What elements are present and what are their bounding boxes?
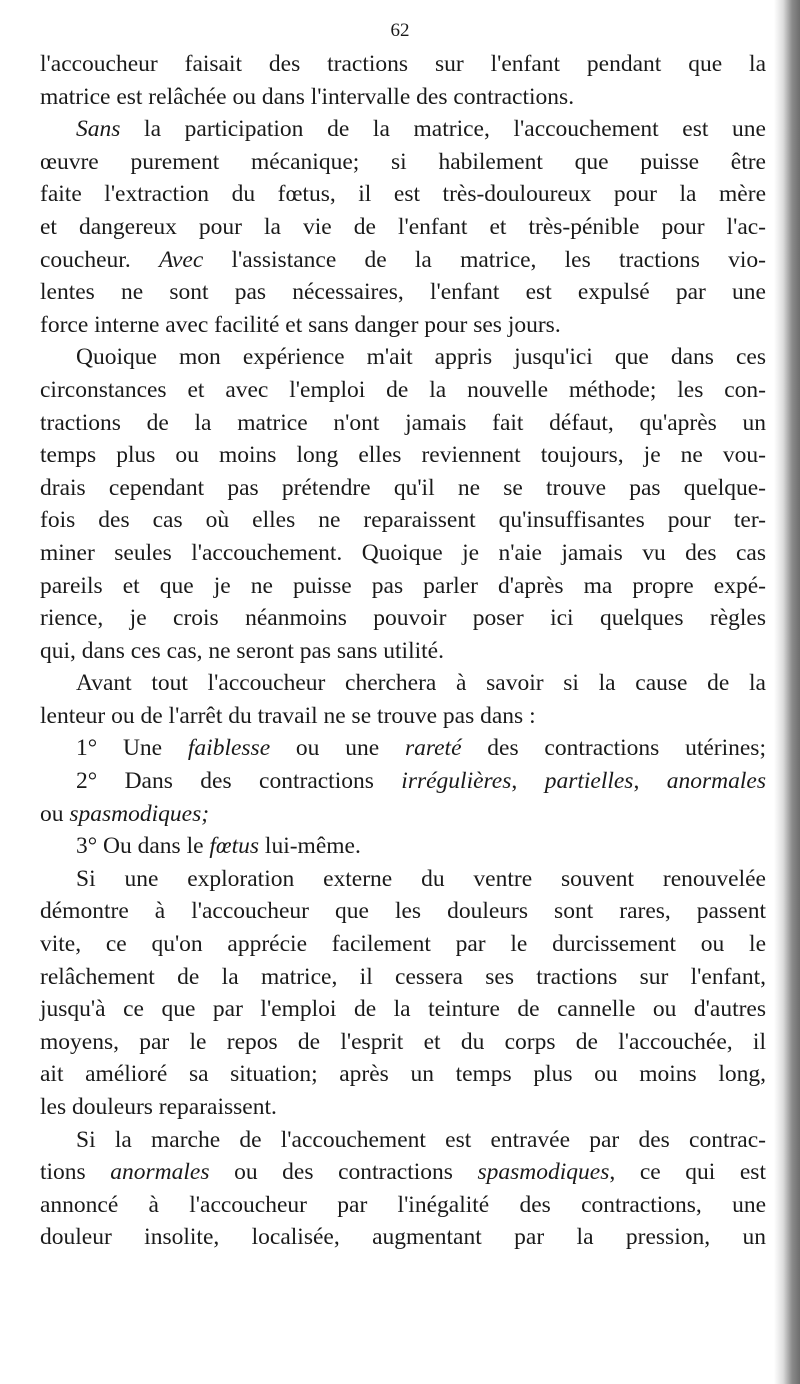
italic-text: irrégulières (401, 768, 512, 795)
text-line (40, 244, 766, 277)
text-line: et dangereux pour la vie de l'enfant et très-pénible pour l'ac- (40, 213, 766, 240)
text-line: qui, dans ces cas, ne seront pas sans utilité. (40, 637, 444, 664)
text-line: temps plus ou moins long elles reviennent toujours, je ne vou- (40, 442, 766, 469)
text-line: Si une exploration externe du ventre souvent renouvelée (76, 865, 766, 892)
text-line: miner seules l'accouchement. Quoique je n'aie jamais vu des cas (40, 539, 766, 566)
text-line: rience, je crois néanmoins pouvoir poser ici quelques règles (40, 605, 766, 632)
italic-text: anormales (110, 1159, 210, 1186)
body-text (40, 48, 766, 1254)
text-line: ait amélioré sa situation; après un temps plus ou moins long, (40, 1061, 766, 1088)
text-line: vite, ce qu'on apprécie facilement par le durcissement ou le (40, 931, 766, 958)
text-line: faite l'extraction du fœtus, il est très-douloureux pour la mère (40, 181, 766, 208)
italic-text: faiblesse (187, 735, 271, 762)
text-line: l'accoucheur faisait des tractions sur l'enfant pendant que la (40, 51, 766, 77)
text-line (40, 1156, 766, 1189)
text-line: annoncé à l'accoucheur par l'inégalité des contractions, une (40, 1191, 766, 1218)
text-line: circonstances et avec l'emploi de la nouvelle méthode; les con- (40, 376, 766, 403)
text-line: jusqu'à ce que par l'emploi de la teinture de cannelle ou d'autres (40, 996, 766, 1023)
italic-text: rareté (404, 735, 462, 762)
text-run: la participation de la matrice, l'accouchement est une (120, 116, 766, 143)
text-line: drais cependant pas prétendre qu'il ne se trouve pas quelque- (40, 474, 766, 501)
italic-text: spasmodiques; (69, 800, 210, 827)
text-line: matrice est relâchée ou dans l'intervalle des contractions. (40, 83, 575, 110)
text-line: Quoique mon expérience m'ait appris jusqu'ici que dans ces (76, 344, 766, 371)
text-line: douleur insolite, localisée, augmentant par la pression, un (40, 1224, 766, 1251)
text-run: des contractions utérines; (461, 735, 766, 762)
text-line: démontre à l'accoucheur que les douleurs sont rares, passent (40, 898, 766, 925)
text-line: force interne avec facilité et sans danger pour ses jours. (40, 311, 561, 338)
text-line: Si la marche de l'accouchement est entravée par des contrac- (76, 1126, 766, 1153)
italic-text: partielles (544, 768, 634, 795)
text-line: pareils et que je ne puisse pas parler d'après ma propre expé- (40, 572, 766, 599)
text-run: ou (40, 800, 70, 827)
page-edge-shadow (774, 0, 800, 1384)
text-line: lentes ne sont pas nécessaires, l'enfant est expulsé par une (40, 279, 766, 306)
text-run: , (511, 768, 545, 795)
italic-text: spasmodiques (477, 1159, 610, 1186)
text-line: tractions de la matrice n'ont jamais fait défaut, qu'après un (40, 409, 766, 436)
text-line (40, 765, 766, 798)
text-run: 3° Ou dans le (76, 833, 210, 860)
italic-text: fœtus (209, 833, 260, 860)
italic-text: Sans (76, 116, 121, 143)
italic-text: anormales (666, 768, 766, 795)
text-run: coucheur. (40, 246, 159, 273)
text-line: fois des cas où elles ne reparaissent qu'insuffisantes pour ter- (40, 507, 766, 534)
text-line (40, 830, 766, 863)
text-run: ou des contractions (209, 1159, 478, 1186)
text-run: lui-même. (259, 833, 361, 860)
text-line: les douleurs reparaissent. (40, 1094, 277, 1120)
text-run: tions (40, 1159, 111, 1186)
text-line (40, 113, 766, 146)
text-line (40, 798, 766, 831)
text-line: relâchement de la matrice, il cessera ses tractions sur l'enfant, (40, 963, 766, 990)
text-line: moyens, par le repos de l'esprit et du corps de l'accouchée, il (40, 1028, 766, 1055)
page-number: 62 (390, 20, 410, 41)
text-run: ou une (270, 735, 405, 762)
text-line: œuvre purement mécanique; si habilement que puisse être (40, 148, 766, 175)
text-run: , ce qui est (609, 1159, 766, 1186)
text-line: Avant tout l'accoucheur cherchera à savoir si la cause de la (76, 670, 766, 697)
italic-text: Avec (158, 246, 204, 273)
text-run: 2° Dans des contractions (76, 768, 402, 795)
text-line (40, 732, 766, 765)
text-run: , (633, 768, 667, 795)
text-run: 1° Une (76, 735, 188, 762)
text-line: lenteur ou de l'arrêt du travail ne se trouve pas dans : (40, 702, 536, 729)
text-run: l'assistance de la matrice, les tractions vio- (203, 246, 766, 273)
